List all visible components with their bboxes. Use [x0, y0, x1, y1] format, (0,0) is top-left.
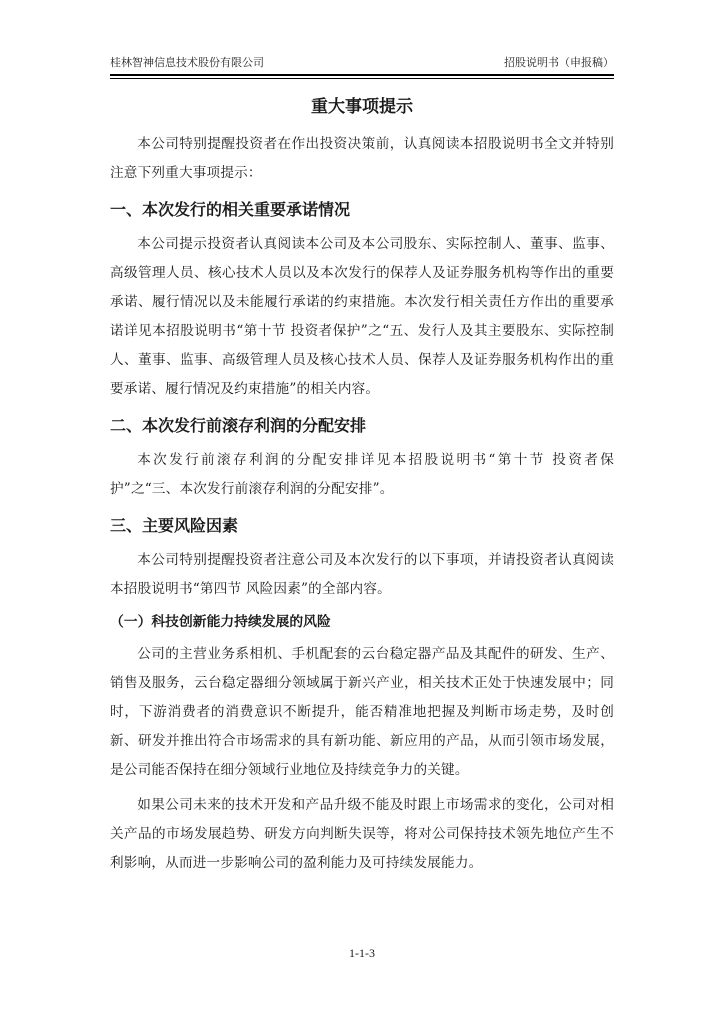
section-paragraph-3: 本公司特别提醒投资者注意公司及本次发行的以下事项，并请投资者认真阅读本招股说明书“第四节 风险因素”的全部内容。: [110, 552, 614, 597]
header-doc-type: 招股说明书（申报稿）: [504, 56, 614, 69]
page-number: 1-1-3: [349, 946, 375, 960]
page-header: [110, 55, 614, 75]
section-paragraph-2: 本次发行前滚存利润的分配安排详见本招股说明书“第十节 投资者保护”之“三、本次发行前滚存利润的分配安排”。: [110, 452, 614, 497]
intro-paragraph: 本公司特别提醒投资者在作出投资决策前，认真阅读本招股说明书全文并特别注意下列重大事项提示：: [110, 136, 614, 181]
subsection-paragraph-2: 如果公司未来的技术开发和产品升级不能及时跟上市场需求的变化，公司对相关产品的市场发展趋势、研发方向判断失误等，将对公司保持技术领先地位产生不利影响，从而进一步影响公司的盈利能力及可持续发展能力。: [110, 797, 614, 871]
header-rule: [110, 74, 614, 79]
section-heading-3: 三、主要风险因素: [110, 516, 239, 535]
section-heading-1: 一、本次发行的相关重要承诺情况: [110, 200, 351, 219]
subsection-paragraph-1: 公司的主营业务系相机、手机配套的云台稳定器产品及其配件的研发、生产、销售及服务，云台稳定器细分领域属于新兴产业，相关技术正处于快速发展中；同时，下游消费者的消费意识不断提升，能否精准地把握及判断市场走势，及时创新、研发并推出符合市场需求的具有新功能、新应用的产品，从而引领市场发展，是公司能否保持在细分领域行业地位及持续竞争力的关键。: [110, 646, 614, 778]
section-heading-2: 二、本次发行前滚存利润的分配安排: [110, 416, 367, 435]
header-company: 桂林智神信息技术股份有限公司: [110, 56, 264, 69]
page-title: 重大事项提示: [311, 97, 413, 117]
subsection-heading: （一）科技创新能力持续发展的风险: [110, 614, 331, 630]
document-body: [110, 94, 614, 878]
section-paragraph-1: 本公司提示投资者认真阅读本公司及本公司股东、实际控制人、董事、监事、高级管理人员、核心技术人员以及本次发行的保荐人及证券服务机构等作出的重要承诺、履行情况以及未能履行承诺的约束措施。本次发行相关责任方作出的重要承诺详见本招股说明书“第十节 投资者保护”之“五、发行人及其主要股东、实际控制人、董事、监事、高级管理人员及核心技术人员、保荐人及证券服务机构作出的重要承诺、履行情况及约束措施”的相关内容。: [110, 236, 614, 397]
